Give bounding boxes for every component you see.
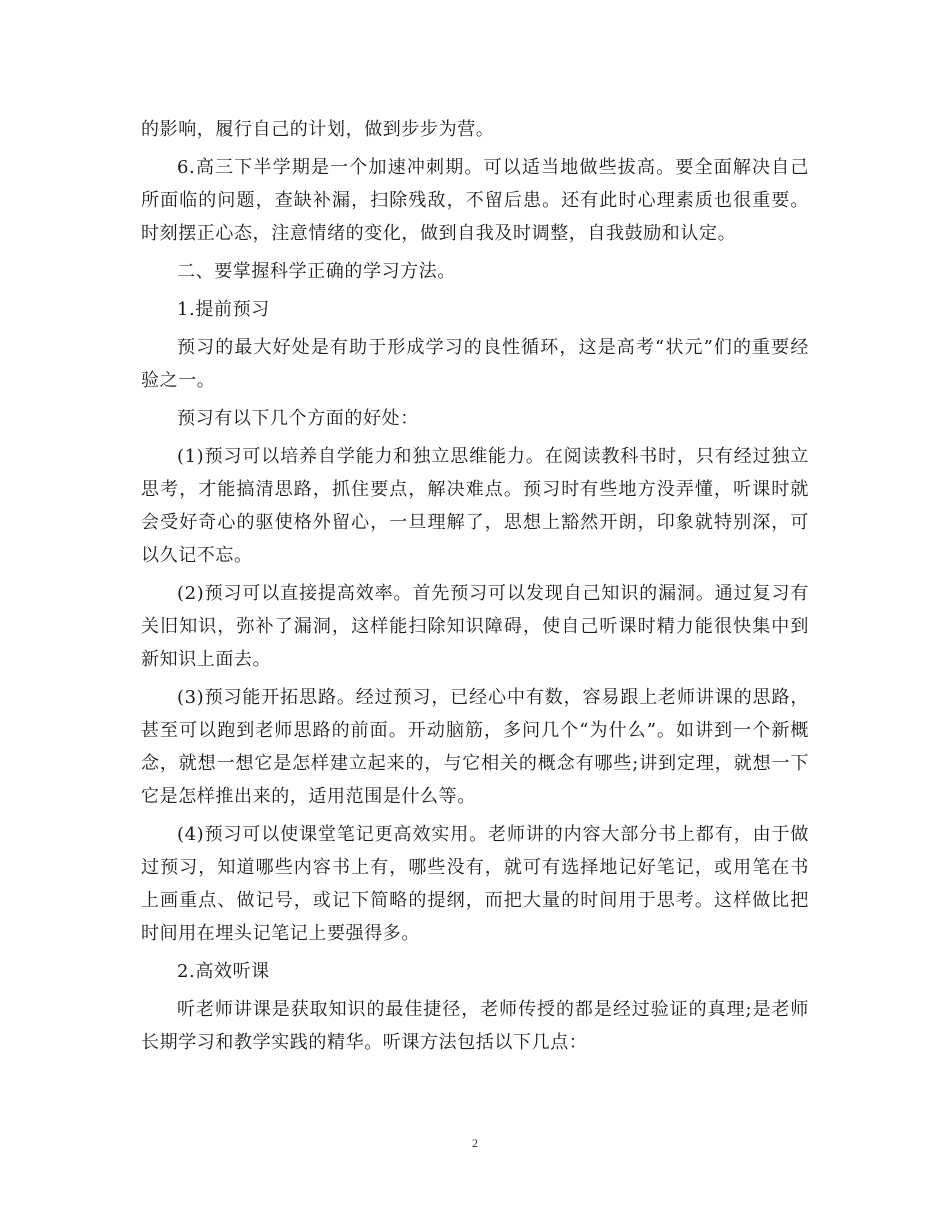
paragraph: 的影响，履行自己的计划，做到步步为营。: [141, 119, 495, 140]
section-heading: 二、要掌握科学正确的学习方法。: [177, 261, 456, 282]
subsection-heading: 2.高效听课: [177, 961, 270, 982]
list-item: (3)预习能开拓思路。经过预习，已经心中有数，容易跟上老师讲课的思路，甚至可以跑到老师思路的前面。开动脑筋，多问几个“为什么”。如讲到一个新概念，就想一想它是怎样建立起来的，与它相关的概念有哪些;讲到定理，就想一下它是怎样推出来的，适用范围是什么等。: [141, 687, 809, 807]
list-item: (4)预习可以使课堂笔记更高效实用。老师讲的内容大部分书上都有，由于做过预习，知道哪些内容书上有，哪些没有，就可有选择地记好笔记，或用笔在书上画重点、做记号，或记下简略的提纲，而把大量的时间用于思考。这样做比把时间用在埋头记笔记上要强得多。: [141, 824, 809, 944]
paragraph: 预习有以下几个方面的好处：: [177, 408, 419, 429]
page-number: 2: [472, 1136, 478, 1150]
paragraph: 预习的最大好处是有助于形成学习的良性循环，这是高考“状元”们的重要经验之一。: [141, 337, 809, 391]
list-item: (2)预习可以直接提高效率。首先预习可以发现自己知识的漏洞。通过复习有关旧知识，弥补了漏洞，这样能扫除知识障碍，使自己听课时精力能很快集中到新知识上面去。: [141, 583, 809, 670]
subsection-heading: 1.提前预习: [177, 299, 270, 320]
paragraph: 听老师讲课是获取知识的最佳捷径，老师传授的都是经过验证的真理;是老师长期学习和教学实践的精华。听课方法包括以下几点：: [141, 999, 809, 1053]
list-item: (1)预习可以培养自学能力和独立思维能力。在阅读教科书时，只有经过独立思考，才能搞清思路，抓住要点，解决难点。预习时有些地方没弄懂，听课时就会受好奇心的驱使格外留心，一旦理解了，思想上豁然开朗，印象就特别深，可以久记不忘。: [141, 446, 809, 566]
document-body: [141, 113, 809, 1064]
paragraph: 6.高三下半学期是一个加速冲刺期。可以适当地做些拔高。要全面解决自己所面临的问题，查缺补漏，扫除残敌，不留后患。还有此时心理素质也很重要。时刻摆正心态，注意情绪的变化，做到自我及时调整，自我鼓励和认定。: [141, 157, 809, 244]
